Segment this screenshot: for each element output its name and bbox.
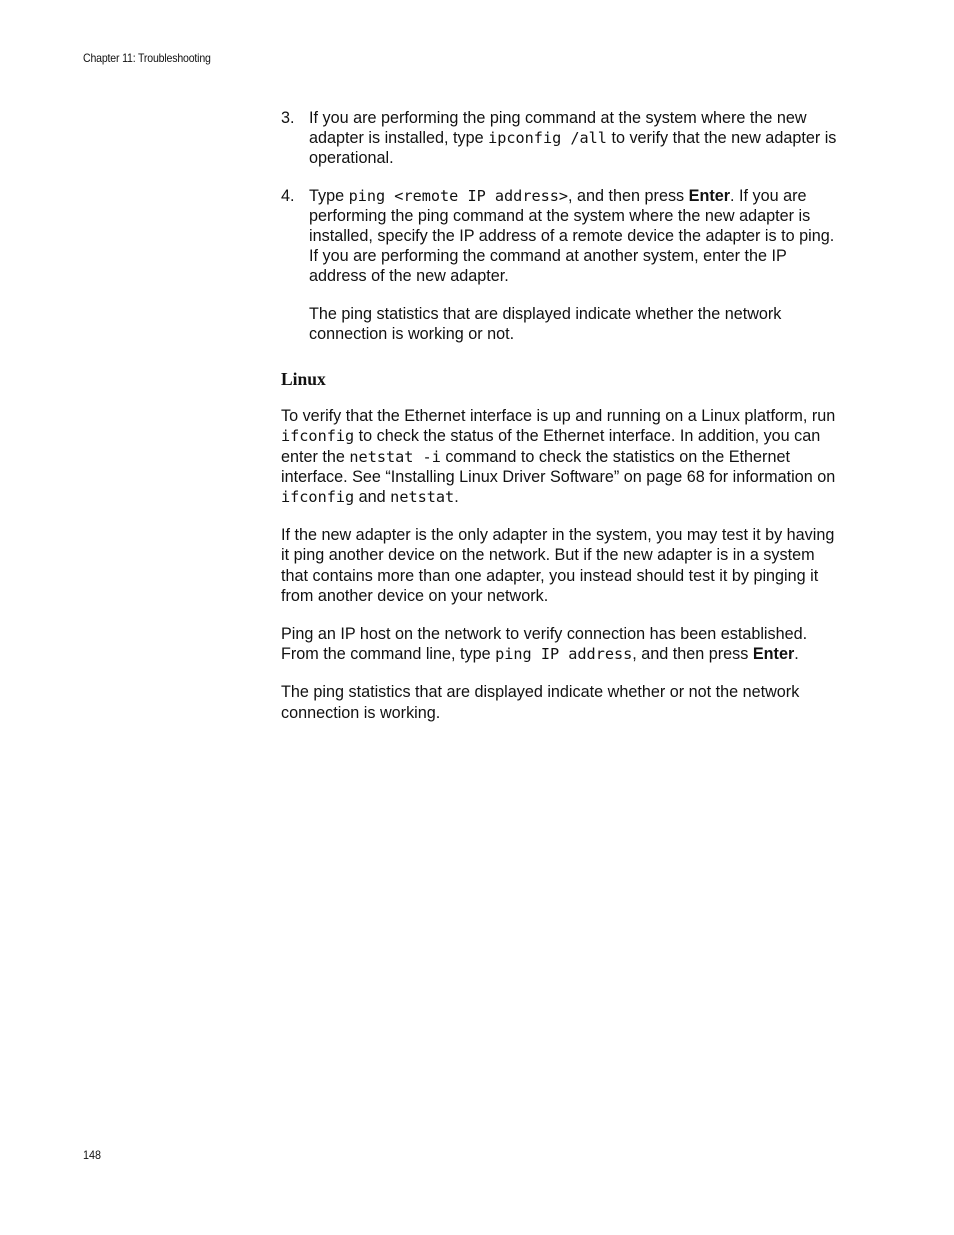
step-4: [281, 186, 841, 344]
page-number: 148: [83, 1148, 102, 1162]
code-netstat: netstat: [390, 488, 455, 507]
linux-paragraph-4: The ping statistics that are displayed indicate whether or not the network connection is working.: [281, 683, 800, 722]
step-3: [281, 108, 841, 169]
code-ipconfig-all: ipconfig /all: [488, 129, 607, 148]
code-ifconfig: ifconfig: [281, 488, 355, 507]
code-netstat-i: netstat -i: [349, 447, 441, 466]
key-enter: Enter: [752, 645, 795, 664]
page-content: [281, 108, 841, 741]
step-number: 3.: [281, 109, 295, 127]
code-ifconfig: ifconfig: [281, 427, 355, 446]
section-heading-linux: Linux: [281, 369, 326, 390]
step-paragraph: Type ping <remote IP address>, and then press Enter. If you are performing the ping command at the system where the new adapter is installed, specify the IP address of a remote device the adapter is to ping. If you are performing the command at another system, enter the IP address of the new adapter.: [309, 186, 835, 286]
code-ping-ip-address: ping IP address: [495, 645, 633, 664]
linux-paragraph-1: To verify that the Ethernet interface is up and running on a Linux platform, run ifconfig to check the status of the Ethernet interface. In addition, you can enter the netstat -i command to check the statistics on the Ethernet interface. See “Installing Linux Driver Software” on page 68 for information on ifconfig and netstat.: [281, 407, 836, 507]
step-note: The ping statistics that are displayed indicate whether the network connection is working or not.: [309, 304, 782, 343]
linux-paragraph-3: Ping an IP host on the network to verify connection has been established. From the command line, type ping IP address, and then press Enter.: [281, 625, 808, 664]
step-paragraph: If you are performing the ping command at the system where the new adapter is installed, type ipconfig /all to verify that the new adapter is operational.: [309, 109, 837, 168]
step-number: 4.: [281, 186, 295, 205]
code-ping-remote: ping <remote IP address>: [348, 186, 569, 205]
key-enter: Enter: [688, 186, 731, 205]
running-header: Chapter 11: Troubleshooting: [83, 51, 211, 65]
linux-paragraph-2: If the new adapter is the only adapter in the system, you may test it by having it ping another device on the network. But if the new adapter is in a system that contains more than one adapter, you instead should test it by pinging it from another device on your network.: [281, 526, 835, 605]
